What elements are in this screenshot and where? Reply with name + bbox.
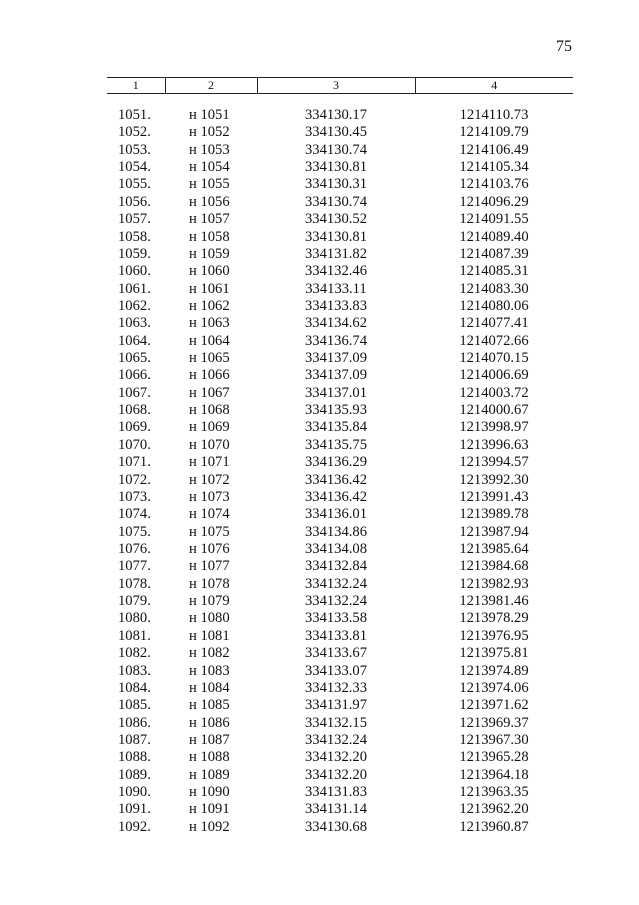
row-number: 1057. <box>118 211 151 228</box>
coordinate-x: 334130.81 <box>304 228 368 245</box>
row-number: 1061. <box>118 280 151 297</box>
point-id: н 1086 <box>189 714 230 731</box>
coordinate-y: 1214072.66 <box>459 332 529 349</box>
table-row <box>107 784 573 801</box>
table-body <box>107 94 573 837</box>
coordinate-y: 1213967.30 <box>459 731 529 748</box>
coordinate-y: 1213974.89 <box>459 662 529 679</box>
coordinate-x: 334130.68 <box>304 818 368 835</box>
coordinate-y: 1214070.15 <box>459 350 529 367</box>
coordinate-x: 334136.01 <box>304 506 368 523</box>
table-row <box>107 576 573 593</box>
coordinate-x: 334132.20 <box>304 749 368 766</box>
coordinates-table <box>107 77 573 836</box>
row-number: 1059. <box>118 245 151 262</box>
point-id: н 1074 <box>189 506 230 523</box>
coordinate-x: 334134.86 <box>304 523 368 540</box>
table-row <box>107 454 573 471</box>
table-row <box>107 176 573 193</box>
coordinate-x: 334132.46 <box>304 263 368 280</box>
row-number: 1077. <box>118 558 151 575</box>
table-row <box>107 541 573 558</box>
point-id: н 1076 <box>189 540 230 557</box>
row-number: 1079. <box>118 593 151 610</box>
coordinate-x: 334137.09 <box>304 350 368 367</box>
page-number: 75 <box>556 38 572 55</box>
table-row <box>107 749 573 766</box>
coordinate-x: 334130.17 <box>304 107 368 123</box>
coordinate-x: 334136.74 <box>304 332 368 349</box>
coordinate-y: 1214003.72 <box>459 384 529 401</box>
point-id: н 1065 <box>189 350 230 367</box>
row-number: 1065. <box>118 350 151 367</box>
row-number: 1053. <box>118 141 151 158</box>
table-row <box>107 767 573 784</box>
coordinate-y: 1213989.78 <box>459 506 529 523</box>
table-row <box>107 124 573 141</box>
coordinate-y: 1213991.43 <box>459 488 529 505</box>
point-id: н 1075 <box>189 523 230 540</box>
coordinate-y: 1214085.31 <box>459 263 529 280</box>
coordinate-x: 334134.62 <box>304 315 368 332</box>
coordinate-y: 1214096.29 <box>459 193 529 210</box>
coordinate-y: 1213998.97 <box>459 419 529 436</box>
coordinate-x: 334130.31 <box>304 176 368 193</box>
coordinate-x: 334132.20 <box>304 766 368 783</box>
coordinate-x: 334132.33 <box>304 679 368 696</box>
table-row <box>107 593 573 610</box>
table-row <box>107 281 573 298</box>
table-row <box>107 263 573 280</box>
point-id: н 1087 <box>189 731 230 748</box>
point-id: н 1054 <box>189 159 230 176</box>
coordinate-x: 334133.07 <box>304 662 368 679</box>
row-number: 1070. <box>118 436 151 453</box>
table-row <box>107 229 573 246</box>
coordinate-y: 1213965.28 <box>459 749 529 766</box>
coordinate-y: 1213978.29 <box>459 610 529 627</box>
coordinate-x: 334136.29 <box>304 454 368 471</box>
header-row <box>107 78 573 94</box>
table-row <box>107 194 573 211</box>
coordinate-y: 1214103.76 <box>459 176 529 193</box>
point-id: н 1056 <box>189 193 230 210</box>
coordinate-x: 334130.52 <box>304 211 368 228</box>
coordinate-x: 334130.81 <box>304 159 368 176</box>
column-header-1: 1 <box>107 78 165 94</box>
point-id: н 1078 <box>189 575 230 592</box>
row-number: 1071. <box>118 454 151 471</box>
row-number: 1066. <box>118 367 151 384</box>
row-number: 1054. <box>118 159 151 176</box>
row-number: 1089. <box>118 766 151 783</box>
coordinate-y: 1213987.94 <box>459 523 529 540</box>
point-id: н 1089 <box>189 766 230 783</box>
coordinate-y: 1214006.69 <box>459 367 529 384</box>
row-number: 1074. <box>118 506 151 523</box>
coordinate-x: 334137.01 <box>304 384 368 401</box>
table-row <box>107 524 573 541</box>
coordinate-x: 334131.97 <box>304 697 368 714</box>
coordinate-x: 334137.09 <box>304 367 368 384</box>
point-id: н 1090 <box>189 784 230 801</box>
table-row <box>107 385 573 402</box>
table-row <box>107 350 573 367</box>
column-header-3: 3 <box>257 78 415 94</box>
row-number: 1073. <box>118 488 151 505</box>
row-number: 1062. <box>118 297 151 314</box>
coordinate-x: 334135.93 <box>304 402 368 419</box>
coordinate-y: 1213994.57 <box>459 454 529 471</box>
row-number: 1085. <box>118 697 151 714</box>
coordinate-y: 1213969.37 <box>459 714 529 731</box>
row-number: 1086. <box>118 714 151 731</box>
point-id: н 1069 <box>189 419 230 436</box>
point-id: н 1083 <box>189 662 230 679</box>
point-id: н 1052 <box>189 124 230 141</box>
coordinate-x: 334131.14 <box>304 801 368 818</box>
coordinate-y: 1214000.67 <box>459 402 529 419</box>
point-id: н 1077 <box>189 558 230 575</box>
coordinate-y: 1213963.35 <box>459 784 529 801</box>
table-row <box>107 506 573 523</box>
row-number: 1055. <box>118 176 151 193</box>
table-row <box>107 819 573 836</box>
table-row <box>107 211 573 228</box>
table-row <box>107 472 573 489</box>
table-row <box>107 558 573 575</box>
point-id: н 1081 <box>189 627 230 644</box>
point-id: н 1092 <box>189 818 230 835</box>
table-row <box>107 333 573 350</box>
table-row <box>107 732 573 749</box>
table-row <box>107 159 573 176</box>
coordinate-y: 1214077.41 <box>459 315 529 332</box>
coordinate-x: 334133.83 <box>304 297 368 314</box>
row-number: 1090. <box>118 784 151 801</box>
point-id: н 1070 <box>189 436 230 453</box>
coordinate-x: 334133.11 <box>305 280 367 297</box>
row-number: 1052. <box>118 124 151 141</box>
table-row <box>107 437 573 454</box>
point-id: н 1059 <box>189 245 230 262</box>
coordinate-y: 1214106.49 <box>459 141 529 158</box>
point-id: н 1051 <box>189 107 230 123</box>
point-id: н 1063 <box>189 315 230 332</box>
table-row <box>107 610 573 627</box>
point-id: н 1053 <box>189 141 230 158</box>
coordinate-x: 334132.24 <box>304 575 368 592</box>
point-id: н 1055 <box>189 176 230 193</box>
coordinate-y: 1213962.20 <box>459 801 529 818</box>
column-header-2: 2 <box>165 78 257 94</box>
coordinate-y: 1213984.68 <box>459 558 529 575</box>
table-row <box>107 402 573 419</box>
coordinate-x: 334132.84 <box>304 558 368 575</box>
coordinate-y: 1213996.63 <box>459 436 529 453</box>
coordinate-y: 1213976.95 <box>459 627 529 644</box>
coordinate-y: 1213985.64 <box>459 540 529 557</box>
row-number: 1051. <box>118 107 151 123</box>
table-row <box>107 315 573 332</box>
row-number: 1080. <box>118 610 151 627</box>
point-id: н 1062 <box>189 297 230 314</box>
table-row <box>107 801 573 818</box>
coordinate-y: 1214089.40 <box>459 228 529 245</box>
coordinate-x: 334132.24 <box>304 593 368 610</box>
coordinate-y: 1214080.06 <box>459 297 529 314</box>
table-row <box>107 489 573 506</box>
coordinate-y: 1214109.79 <box>459 124 529 141</box>
table-row <box>107 367 573 384</box>
coordinate-x: 334131.83 <box>304 784 368 801</box>
row-number: 1088. <box>118 749 151 766</box>
coordinate-x: 334132.15 <box>304 714 368 731</box>
coordinate-x: 334136.42 <box>304 488 368 505</box>
row-number: 1078. <box>118 575 151 592</box>
row-number: 1091. <box>118 801 151 818</box>
point-id: н 1072 <box>189 471 230 488</box>
point-id: н 1080 <box>189 610 230 627</box>
table-row <box>107 298 573 315</box>
coordinate-y: 1214110.73 <box>459 107 529 123</box>
row-number: 1060. <box>118 263 151 280</box>
coordinate-y: 1213964.18 <box>459 766 529 783</box>
coordinate-x: 334133.58 <box>304 610 368 627</box>
table-row <box>107 142 573 159</box>
table-row <box>107 246 573 263</box>
point-id: н 1082 <box>189 645 230 662</box>
coordinate-x: 334135.84 <box>304 419 368 436</box>
row-number: 1058. <box>118 228 151 245</box>
table-row <box>107 663 573 680</box>
point-id: н 1071 <box>189 454 230 471</box>
coordinate-x: 334136.42 <box>304 471 368 488</box>
coordinate-x: 334130.45 <box>304 124 368 141</box>
table-row <box>107 645 573 662</box>
coordinate-y: 1214083.30 <box>459 280 529 297</box>
coordinate-y: 1213992.30 <box>459 471 529 488</box>
header-spacer <box>107 94 573 108</box>
point-id: н 1091 <box>189 801 230 818</box>
row-number: 1076. <box>118 540 151 557</box>
row-number: 1072. <box>118 471 151 488</box>
coordinate-x: 334130.74 <box>304 141 368 158</box>
row-number: 1084. <box>118 679 151 696</box>
table-row <box>107 697 573 714</box>
row-number: 1083. <box>118 662 151 679</box>
row-number: 1056. <box>118 193 151 210</box>
point-id: н 1084 <box>189 679 230 696</box>
row-number: 1075. <box>118 523 151 540</box>
point-id: н 1088 <box>189 749 230 766</box>
row-number: 1068. <box>118 402 151 419</box>
point-id: н 1067 <box>189 384 230 401</box>
table-header <box>107 78 573 94</box>
point-id: н 1060 <box>189 263 230 280</box>
coordinate-x: 334131.82 <box>304 245 368 262</box>
table-row <box>107 680 573 697</box>
point-id: н 1058 <box>189 228 230 245</box>
row-number: 1082. <box>118 645 151 662</box>
row-number: 1087. <box>118 731 151 748</box>
coordinate-x: 334133.67 <box>304 645 368 662</box>
coordinate-x: 334130.74 <box>304 193 368 210</box>
coordinate-y: 1213971.62 <box>459 697 529 714</box>
row-number: 1067. <box>118 384 151 401</box>
coordinate-y: 1214087.39 <box>459 245 529 262</box>
table-row <box>107 715 573 732</box>
coordinate-y: 1213960.87 <box>459 818 529 835</box>
point-id: н 1057 <box>189 211 230 228</box>
row-number: 1081. <box>118 627 151 644</box>
point-id: н 1073 <box>189 488 230 505</box>
coordinate-x: 334133.81 <box>304 627 368 644</box>
column-header-4: 4 <box>415 78 573 94</box>
table-row <box>107 107 573 124</box>
row-number: 1069. <box>118 419 151 436</box>
coordinate-x: 334132.24 <box>304 731 368 748</box>
coordinate-y: 1214105.34 <box>459 159 529 176</box>
point-id: н 1064 <box>189 332 230 349</box>
coordinate-y: 1213975.81 <box>459 645 529 662</box>
row-number: 1063. <box>118 315 151 332</box>
row-number: 1064. <box>118 332 151 349</box>
point-id: н 1079 <box>189 593 230 610</box>
table-row <box>107 419 573 436</box>
coordinate-y: 1213981.46 <box>459 593 529 610</box>
point-id: н 1061 <box>189 280 230 297</box>
coordinate-y: 1213974.06 <box>459 679 529 696</box>
coordinate-x: 334135.75 <box>304 436 368 453</box>
point-id: н 1085 <box>189 697 230 714</box>
point-id: н 1068 <box>189 402 230 419</box>
coordinate-y: 1214091.55 <box>459 211 529 228</box>
coordinate-y: 1213982.93 <box>459 575 529 592</box>
coordinate-x: 334134.08 <box>304 540 368 557</box>
row-number: 1092. <box>118 818 151 835</box>
point-id: н 1066 <box>189 367 230 384</box>
table-row <box>107 628 573 645</box>
